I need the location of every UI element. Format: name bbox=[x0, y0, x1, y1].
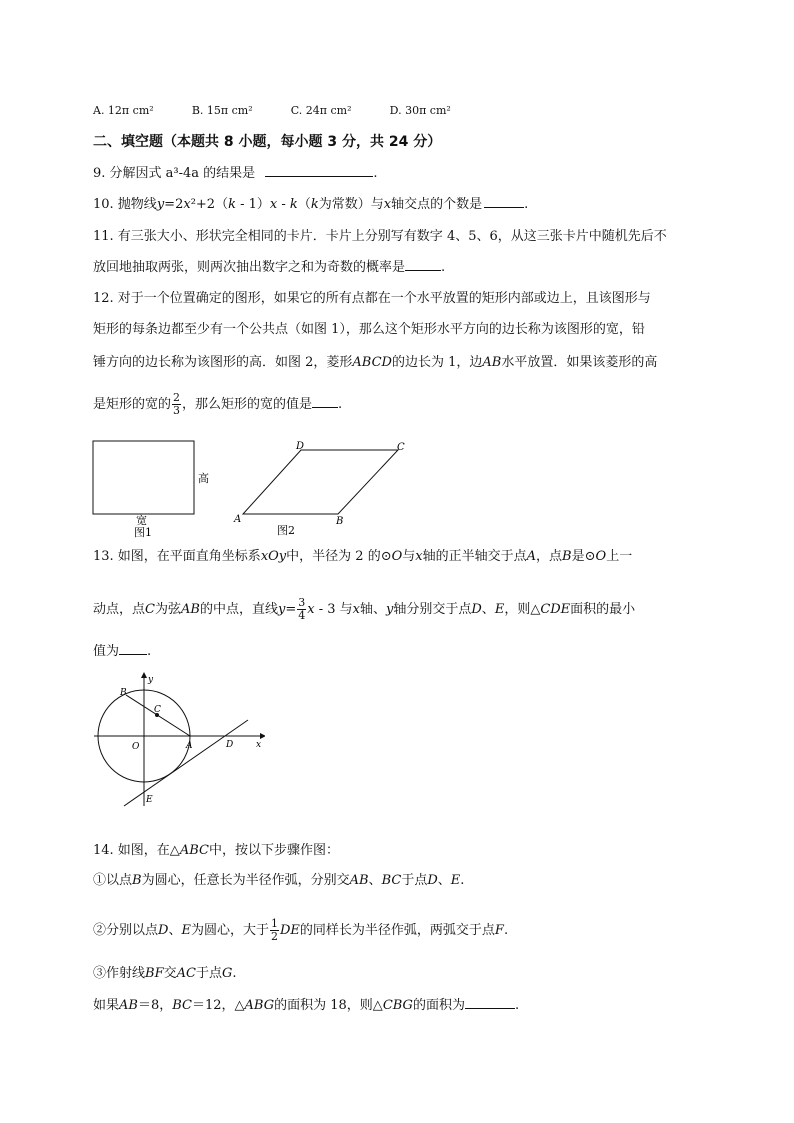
question-14-step-3: ③作射线BF交AC于点G. bbox=[93, 966, 237, 981]
answer-blank bbox=[484, 195, 524, 208]
answer-blank bbox=[312, 395, 338, 408]
label-width: 宽 bbox=[136, 514, 147, 527]
question-14-line-1: 14. 如图，在△ABC中，按以下步骤作图： bbox=[93, 843, 339, 858]
question-13-line-1: 13. 如图，在平面直角坐标系xOy中，半径为 2 的⊙O与x轴的正半轴交于点A，点B是⊙O上一 bbox=[93, 549, 633, 564]
label-E: E bbox=[146, 795, 153, 805]
label-height: 高 bbox=[198, 472, 209, 485]
question-13-line-2: 动点，点C为弦AB的中点，直线y= $\frac{3}{4}$ x - 3 与x轴、y轴分别交于点D、E，则△CDE面积的最小 bbox=[93, 596, 636, 622]
fraction-three-quarters: $\frac{3}{4}$ bbox=[298, 596, 306, 622]
question-14-line-5: 如果AB＝8，BC＝12，△ABG的面积为 18，则△CBG的面积为 . bbox=[93, 998, 520, 1013]
answer-blank bbox=[465, 996, 515, 1009]
figure-13-coordinate-plane bbox=[90, 670, 265, 810]
question-12-line-2: 矩形的每条边都至少有一个公共点（如图 1），那么这个矩形水平方向的边长称为该图形的宽，铅 bbox=[93, 322, 645, 337]
answer-blank bbox=[119, 642, 147, 655]
figure-1-and-2 bbox=[90, 438, 420, 538]
question-9: 9. 分解因式 a³-4a 的结果是 . bbox=[93, 166, 378, 181]
label-D: D bbox=[226, 740, 234, 750]
question-11-line-2: 放回地抽取两张，则两次抽出数字之和为奇数的概率是 . bbox=[93, 260, 446, 275]
question-14-step-1: ①以点B为圆心，任意长为半径作弧，分别交AB、BC于点D、E. bbox=[93, 873, 465, 888]
label-O: O bbox=[132, 742, 140, 752]
label-y-axis: y bbox=[148, 675, 154, 685]
question-10: 10. 抛物线y=2x²+2（k - 1）x - k（k为常数）与x轴交点的个数是 . bbox=[93, 197, 529, 212]
label-C: C bbox=[154, 705, 161, 715]
label-B: B bbox=[120, 688, 127, 698]
fraction-two-thirds: $\frac{2}{3}$ bbox=[173, 391, 181, 417]
figure-1-caption: 图1 bbox=[134, 526, 152, 538]
option-a: A. 12π cm² bbox=[93, 104, 154, 117]
label-C: C bbox=[397, 442, 405, 453]
section-heading: 二、填空题（本题共 8 小题，每小题 3 分，共 24 分） bbox=[93, 134, 442, 150]
y-axis-arrow bbox=[141, 672, 147, 678]
figure-1-rectangle bbox=[93, 441, 194, 514]
label-A: A bbox=[234, 514, 242, 525]
question-11-line-1: 11. 有三张大小、形状完全相同的卡片．卡片上分别写有数字 4、5、6，从这三张卡片中随机先后不 bbox=[93, 229, 667, 244]
question-14-step-2: ②分别以点D、E为圆心，大于 $\frac{1}{2}$ DE的同样长为半径作弧，两弧交于点F. bbox=[93, 917, 509, 943]
question-13-line-3: 值为 . bbox=[93, 644, 152, 659]
label-x-axis: x bbox=[256, 740, 262, 750]
answer-blank bbox=[405, 258, 441, 271]
multiple-choice-options bbox=[93, 102, 485, 120]
x-axis-arrow bbox=[260, 733, 265, 739]
label-D: D bbox=[296, 441, 305, 452]
fraction-one-half: $\frac{1}{2}$ bbox=[270, 917, 278, 943]
option-d: D. 30π cm² bbox=[389, 104, 451, 117]
rhombus-abcd bbox=[243, 450, 398, 514]
label-A: A bbox=[186, 741, 193, 751]
figure-2-caption: 图2 bbox=[277, 524, 295, 537]
option-c: C. 24π cm² bbox=[290, 104, 352, 117]
question-12-line-3: 锤方向的边长称为该图形的高．如图 2，菱形ABCD的边长为 1，边AB水平放置．如果该菱形的高 bbox=[93, 355, 658, 370]
question-12-line-4: 是矩形的宽的 $\frac{2}{3}$ ，那么矩形的宽的值是 . bbox=[93, 391, 343, 417]
question-12-line-1: 12. 对于一个位置确定的图形，如果它的所有点都在一个水平放置的矩形内部或边上，且该图形与 bbox=[93, 291, 651, 306]
option-b: B. 15π cm² bbox=[191, 104, 253, 117]
label-B: B bbox=[336, 516, 344, 527]
answer-blank bbox=[265, 164, 373, 177]
